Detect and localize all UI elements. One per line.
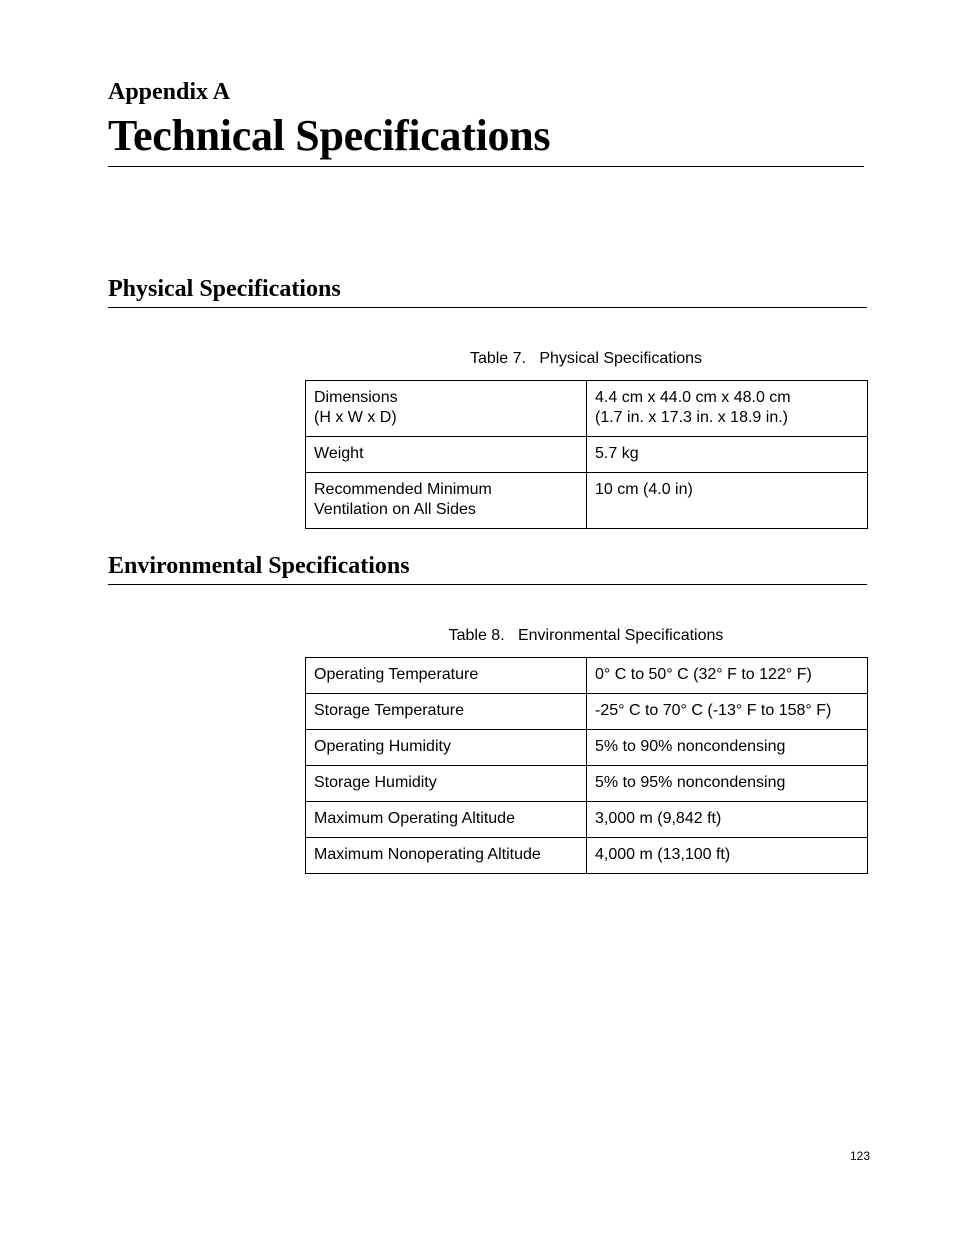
table-row [306, 802, 868, 838]
table-row [306, 838, 868, 874]
table-row [306, 473, 868, 529]
table-row [306, 730, 868, 766]
physical-table-caption: Table 7. Physical Specifications [469, 350, 703, 367]
physical-section-divider [108, 307, 867, 308]
spec-label-ventilation: Recommended Minimum Ventilation on All Sides [306, 473, 587, 529]
spec-label-max-nonoperating-altitude: Maximum Nonoperating Altitude [306, 838, 587, 874]
spec-label-max-operating-altitude: Maximum Operating Altitude [306, 802, 587, 838]
physical-specifications-heading: Physical Specifications [108, 276, 341, 302]
table-row [306, 766, 868, 802]
spec-label-operating-temperature: Operating Temperature [306, 658, 587, 694]
spec-value-operating-humidity: 5% to 90% noncondensing [587, 730, 868, 766]
spec-value-ventilation: 10 cm (4.0 in) [587, 473, 868, 529]
environmental-table-caption: Table 8. Environmental Specifications [448, 627, 724, 644]
title-divider [108, 166, 864, 167]
environmental-specifications-table [305, 657, 868, 874]
appendix-label: Appendix A [108, 79, 231, 105]
spec-value-operating-temperature: 0° C to 50° C (32° F to 122° F) [587, 658, 868, 694]
spec-value-max-operating-altitude: 3,000 m (9,842 ft) [587, 802, 868, 838]
physical-specifications-table [305, 380, 868, 529]
page-number: 123 [849, 1149, 870, 1163]
spec-label-dimensions: Dimensions (H x W x D) [306, 381, 587, 437]
table-row [306, 658, 868, 694]
spec-label-operating-humidity: Operating Humidity [306, 730, 587, 766]
table-row [306, 437, 868, 473]
spec-label-weight: Weight [306, 437, 587, 473]
spec-value-storage-temperature: -25° C to 70° C (-13° F to 158° F) [587, 694, 868, 730]
spec-value-weight: 5.7 kg [587, 437, 868, 473]
environmental-specifications-heading: Environmental Specifications [108, 553, 410, 579]
spec-value-storage-humidity: 5% to 95% noncondensing [587, 766, 868, 802]
environmental-section-divider [108, 584, 867, 585]
table-row [306, 381, 868, 437]
chapter-title: Technical Specifications [108, 111, 551, 160]
table-row [306, 694, 868, 730]
spec-label-storage-temperature: Storage Temperature [306, 694, 587, 730]
spec-value-dimensions: 4.4 cm x 44.0 cm x 48.0 cm (1.7 in. x 17.3 in. x 18.9 in.) [587, 381, 868, 437]
spec-label-storage-humidity: Storage Humidity [306, 766, 587, 802]
spec-value-max-nonoperating-altitude: 4,000 m (13,100 ft) [587, 838, 868, 874]
